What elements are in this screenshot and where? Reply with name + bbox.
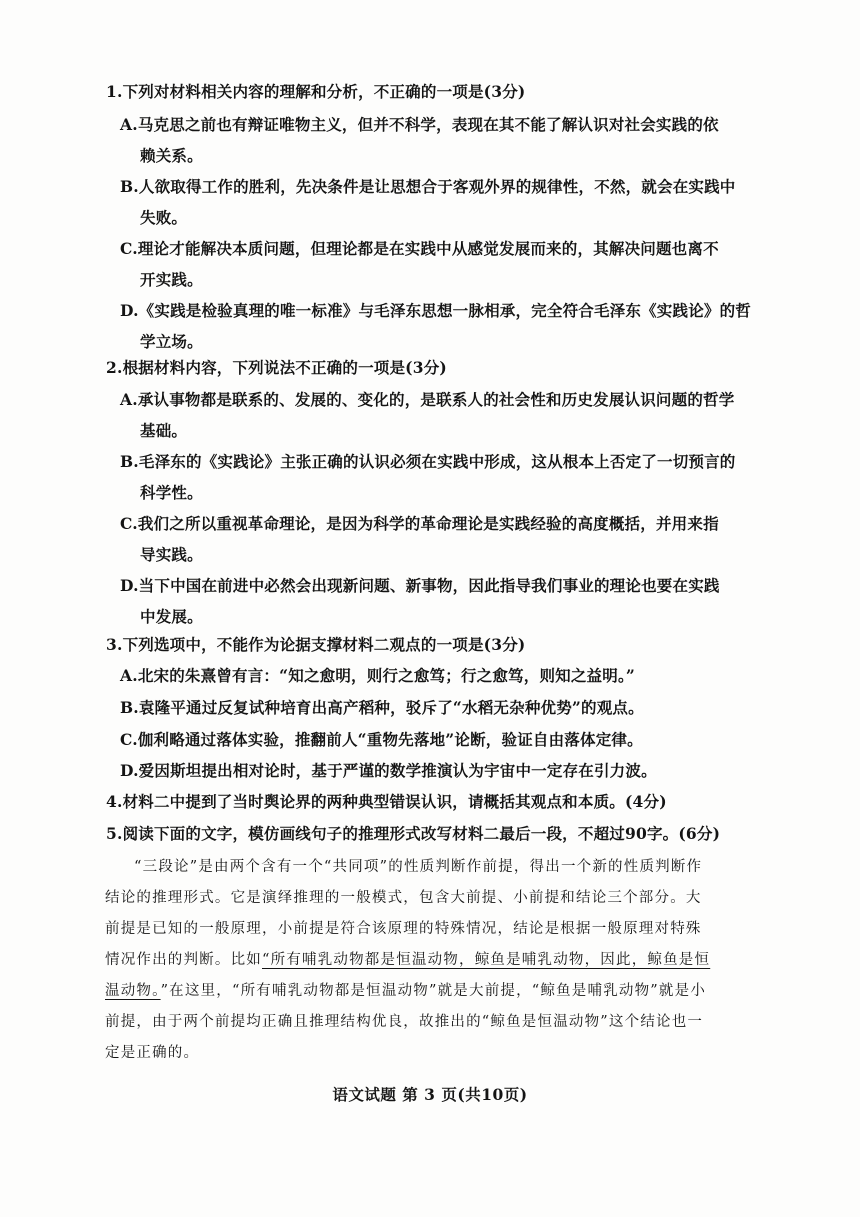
passage-line-4-text: 情况作出的判断。比如 — [105, 952, 262, 968]
q1-option-b-cont: 失败。 — [140, 208, 188, 227]
passage-line-3: 前提是已知的一般原理，小前提是符合该原理的特殊情况，结论是根据一般原理对特殊 — [105, 921, 702, 937]
q3-option-d: D.爱因斯坦提出相对论时，基于严谨的数学推演认为宇宙中一定存在引力波。 — [120, 761, 657, 780]
q1-option-d-cont: 学立场。 — [140, 332, 203, 351]
q2-option-b: B.毛泽东的《实践论》主张正确的认识必须在实践中形成，这从根本上否定了一切预言的 — [120, 452, 736, 471]
q2-option-a-cont: 基础。 — [140, 421, 188, 440]
question-4-stem: 4.材料二中提到了当时舆论界的两种典型错误认识，请概括其观点和本质。(4分) — [106, 792, 667, 811]
q3-option-a: A.北宋的朱熹曾有言：“知之愈明，则行之愈笃；行之愈笃，则知之益明。” — [120, 666, 636, 685]
question-1-stem: 1.下列对材料相关内容的理解和分析，不正确的一项是(3分) — [106, 82, 526, 101]
q2-option-d-cont: 中发展。 — [140, 607, 203, 626]
q1-option-b: B.人欲取得工作的胜利，先决条件是让思想合于客观外界的规律性，不然，就会在实践中 — [120, 177, 736, 196]
passage-line-2: 结论的推理形式。它是演绎推理的一般模式，包含大前提、小前提和结论三个部分。大 — [105, 890, 702, 906]
q2-option-d: D.当下中国在前进中必然会出现新问题、新事物，因此指导我们事业的理论也要在实践 — [120, 576, 720, 595]
q1-option-d: D.《实践是检验真理的唯一标准》与毛泽东思想一脉相承，完全符合毛泽东《实践论》的哲 — [120, 301, 751, 320]
question-2-stem: 2.根据材料内容，下列说法不正确的一项是(3分) — [106, 358, 447, 377]
q1-option-c-cont: 开实践。 — [140, 270, 203, 289]
q2-option-c-cont: 导实践。 — [140, 545, 203, 564]
q2-option-b-cont: 科学性。 — [140, 483, 203, 502]
q1-option-a-cont: 赖关系。 — [140, 146, 203, 165]
q2-option-a: A.承认事物都是联系的、发展的、变化的，是联系人的社会性和历史发展认识问题的哲学 — [120, 390, 735, 409]
passage-line-7: 定是正确的。 — [105, 1045, 200, 1061]
question-5-stem: 5.阅读下面的文字，模仿画线句子的推理形式改写材料二最后一段，不超过90字。(6分) — [106, 824, 721, 843]
passage-line-4 — [105, 948, 710, 969]
underlined-sentence-part-1: “所有哺乳动物都是恒温动物，鲸鱼是哺乳动物，因此，鲸鱼是恒 — [262, 952, 711, 968]
q3-option-c: C.伽利略通过落体实验，推翻前人“重物先落地”论断，验证自由落体定律。 — [120, 730, 643, 749]
underlined-sentence-part-2: 温动物。 — [105, 983, 161, 999]
q3-option-b: B.袁隆平通过反复试种培育出高产稻种，驳斥了“水稻无杂种优势”的观点。 — [120, 698, 644, 717]
question-3-stem: 3.下列选项中，不能作为论据支撑材料二观点的一项是(3分) — [106, 635, 526, 654]
passage-line-6: 前提，由于两个前提均正确且推理结构优良，故推出的“鲸鱼是恒温动物”这个结论也一 — [105, 1014, 704, 1030]
q1-option-c: C.理论才能解决本质问题，但理论都是在实践中从感觉发展而来的，其解决问题也离不 — [120, 239, 719, 258]
passage-line-5 — [105, 979, 706, 1000]
page-footer: 语文试题 第 3 页(共10页) — [332, 1085, 528, 1104]
passage-line-5-text: ”在这里，“所有哺乳动物都是恒温动物”就是大前提，“鲸鱼是哺乳动物”就是小 — [160, 983, 707, 999]
passage-line-1: “三段论”是由两个含有一个“共同项”的性质判断作前提，得出一个新的性质判断作 — [134, 859, 703, 875]
q2-option-c: C.我们之所以重视革命理论，是因为科学的革命理论是实践经验的高度概括，并用来指 — [120, 514, 719, 533]
q1-option-a: A.马克思之前也有辩证唯物主义，但并不科学，表现在其不能了解认识对社会实践的依 — [120, 115, 719, 134]
